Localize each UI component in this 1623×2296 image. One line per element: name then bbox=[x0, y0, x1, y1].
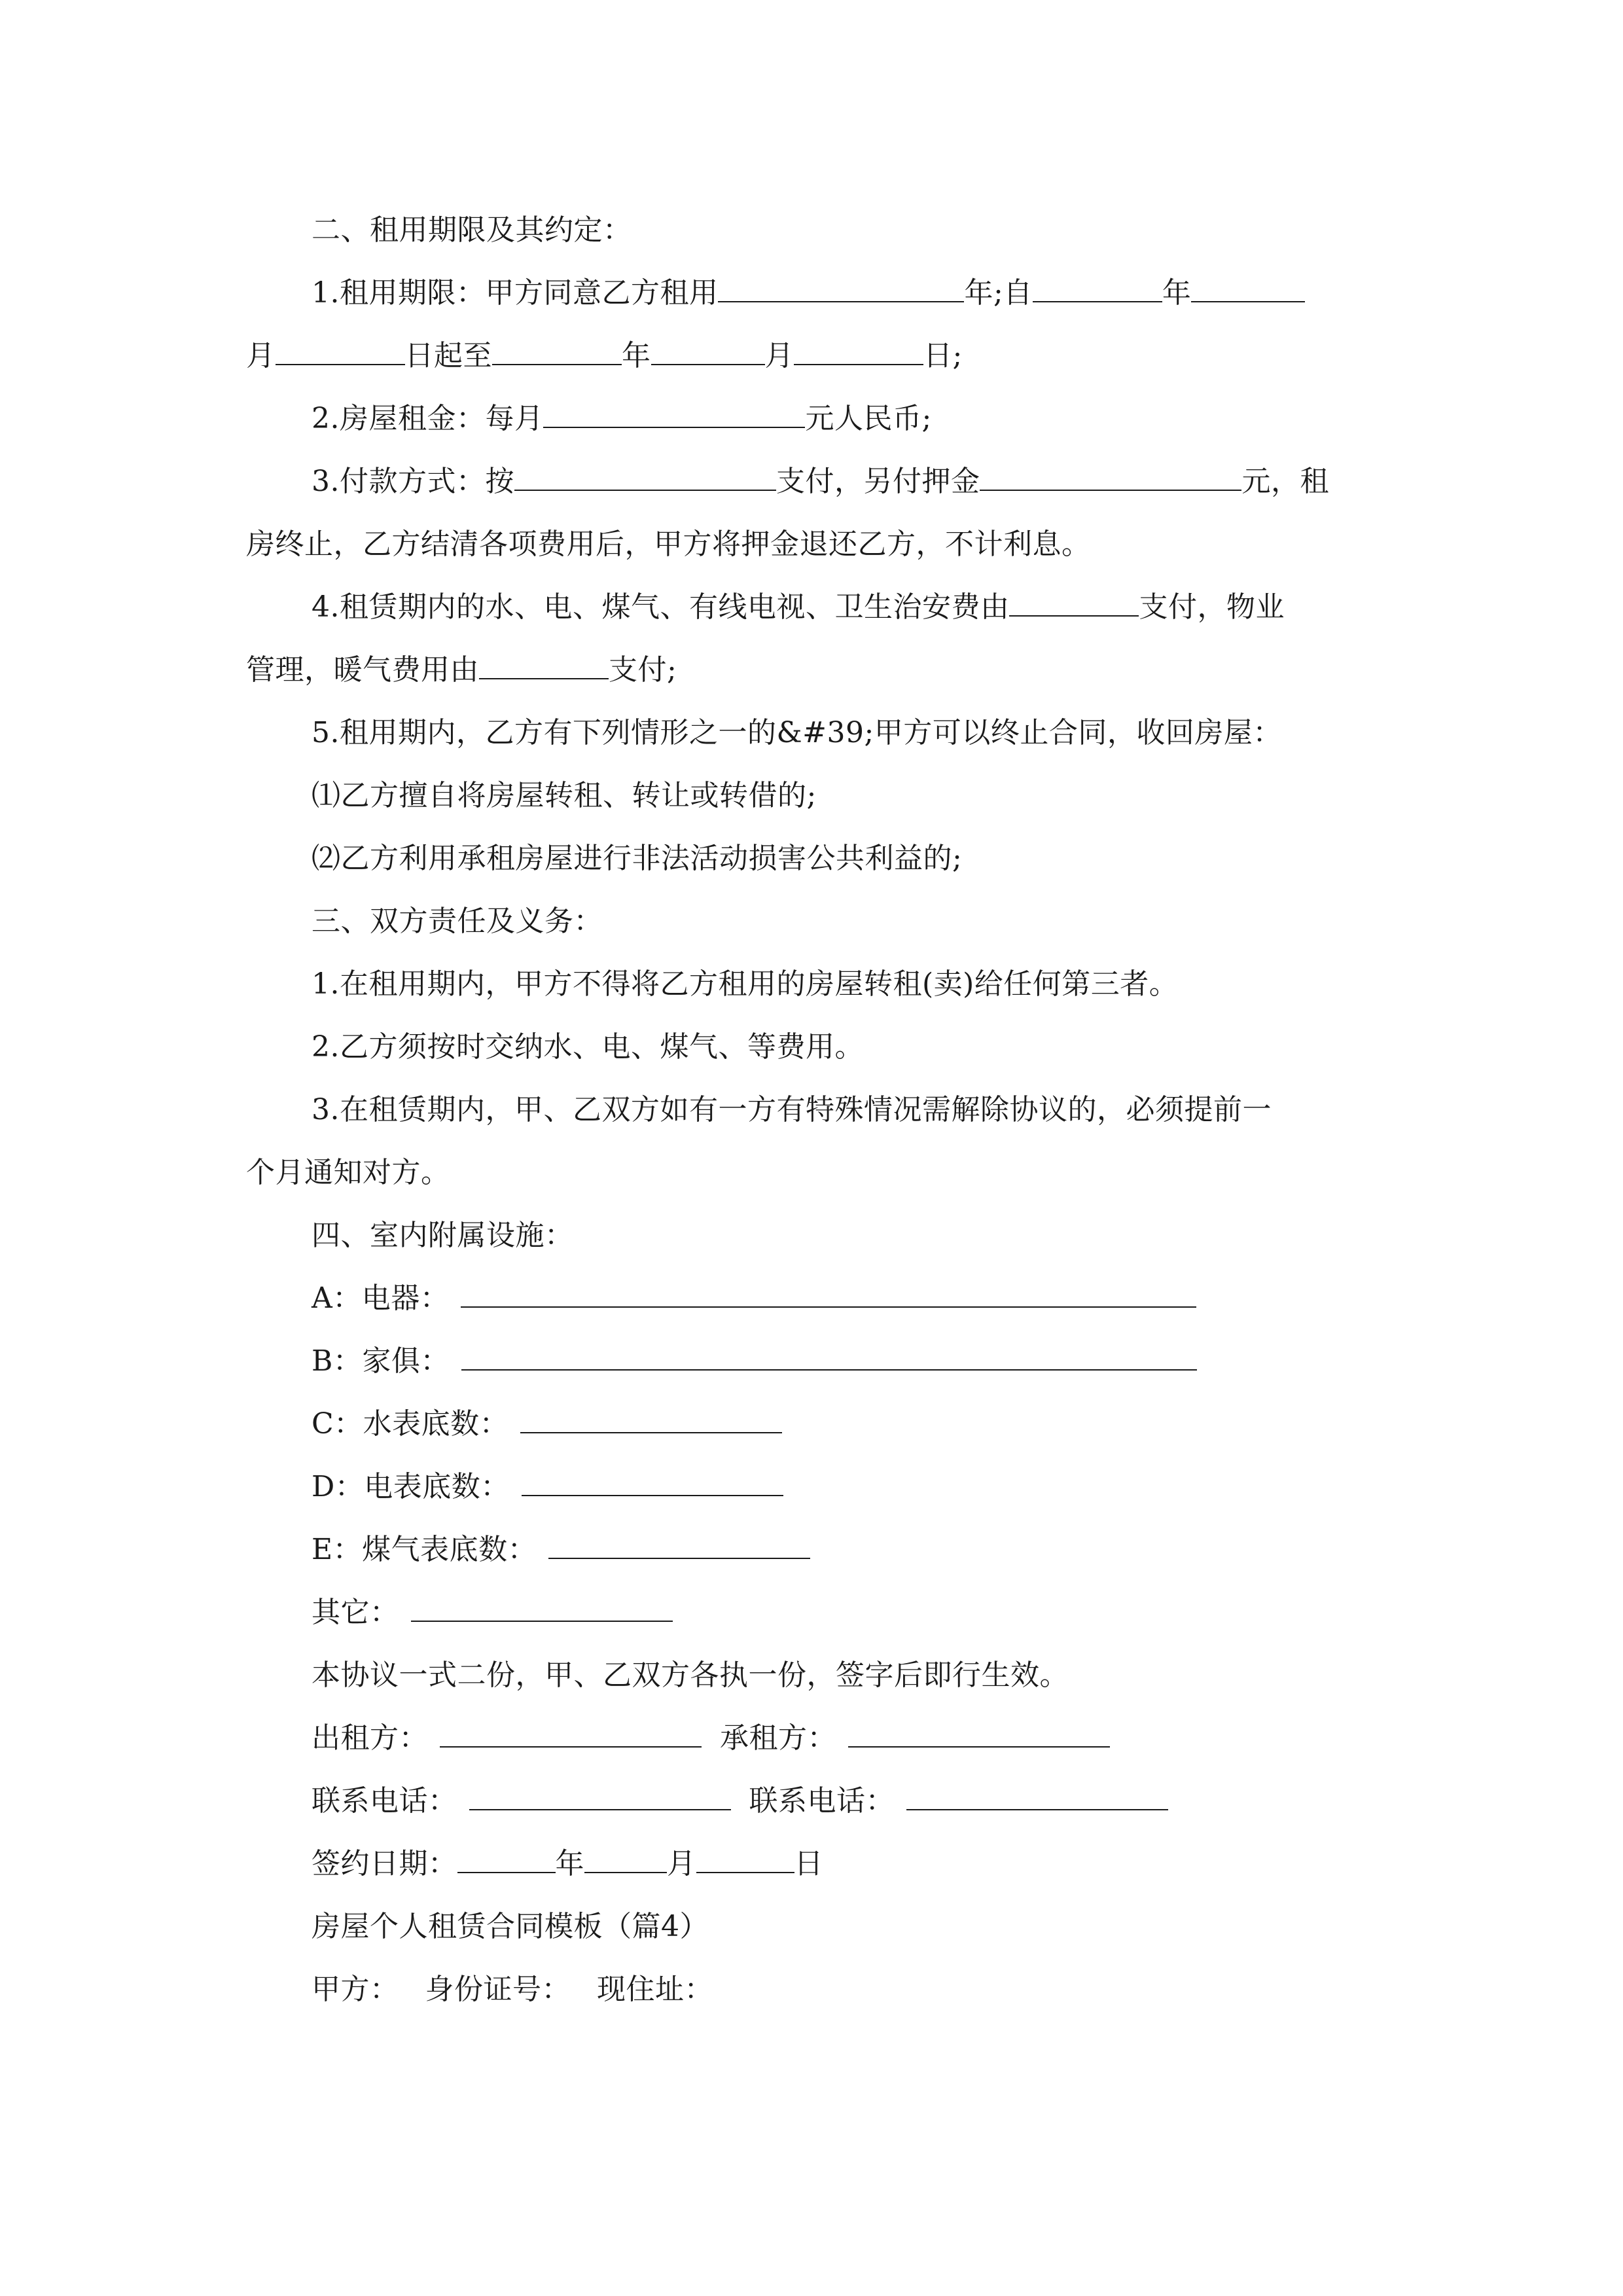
section3-heading: 三、双方责任及义务： bbox=[312, 905, 603, 938]
blank-start-month[interactable] bbox=[1191, 276, 1305, 302]
blank-end-month[interactable] bbox=[651, 339, 765, 365]
rent-line: 2.房屋租金：每月 元人民币; bbox=[312, 402, 932, 435]
term5-item-1: ⑴乙方擅自将房屋转租、转让或转借的; bbox=[312, 779, 817, 812]
term-line-1: 1.租用期限：甲方同意乙方租用 年;自 年 bbox=[312, 274, 1305, 313]
blank-water-meter[interactable] bbox=[520, 1407, 782, 1433]
fixture-water-meter: C：水表底数： bbox=[312, 1405, 782, 1444]
fixture-other: 其它： bbox=[312, 1593, 673, 1632]
blank-heating-payer[interactable] bbox=[479, 653, 609, 679]
blank-rent-amount[interactable] bbox=[543, 402, 805, 428]
section4-heading: 四、室内附属设施： bbox=[312, 1219, 574, 1252]
payment-line-2: 房终止，乙方结清各项费用后，甲方将押金退还乙方，不计利息。 bbox=[246, 528, 1091, 561]
blank-other[interactable] bbox=[411, 1596, 673, 1622]
blank-lessor-phone[interactable] bbox=[469, 1784, 731, 1810]
blank-lessee[interactable] bbox=[848, 1721, 1110, 1748]
fixture-gas-meter: E：煤气表底数： bbox=[312, 1530, 810, 1570]
section3-item-1: 1.在租用期内，甲方不得将乙方租用的房屋转租(卖)给任何第三者。 bbox=[312, 967, 1179, 1001]
fixture-electric-meter: D：电表底数： bbox=[312, 1467, 783, 1507]
fixture-furniture: B：家俱： bbox=[312, 1342, 1197, 1381]
section2-heading: 二、租用期限及其约定： bbox=[312, 213, 632, 247]
section3-item-3: 3.在租赁期内，甲、乙双方如有一方有特殊情况需解除协议的，必须提前一 bbox=[312, 1093, 1272, 1126]
section3-item-3-cont: 个月通知对方。 bbox=[246, 1156, 450, 1189]
parties-line: 出租方： 承租方： bbox=[312, 1719, 1110, 1758]
blank-payment-method[interactable] bbox=[514, 465, 776, 491]
payment-line-1: 3.付款方式：按 支付，另付押金 元，租 bbox=[312, 465, 1329, 498]
blank-utilities-payer[interactable] bbox=[1009, 590, 1139, 617]
blank-furniture[interactable] bbox=[461, 1344, 1197, 1371]
blank-sign-day[interactable] bbox=[696, 1847, 794, 1873]
sign-date-line: 签约日期： 年 月 日 bbox=[312, 1847, 823, 1880]
blank-sign-month[interactable] bbox=[584, 1847, 667, 1873]
term5-item-2: ⑵乙方利用承租房屋进行非法活动损害公共利益的; bbox=[312, 842, 963, 875]
fees-line-1: 4.租赁期内的水、电、煤气、有线电视、卫生治安费由 支付，物业 bbox=[312, 590, 1285, 624]
blank-sign-year[interactable] bbox=[457, 1847, 556, 1873]
next-contract-title: 房屋个人租赁合同模板（篇4） bbox=[312, 1910, 709, 1943]
phones-line: 联系电话： 联系电话： bbox=[312, 1782, 1168, 1821]
blank-appliances[interactable] bbox=[461, 1282, 1196, 1308]
blank-electric-meter[interactable] bbox=[522, 1470, 783, 1496]
blank-deposit[interactable] bbox=[980, 465, 1241, 491]
blank-gas-meter[interactable] bbox=[548, 1533, 810, 1559]
section3-item-2: 2.乙方须按时交纳水、电、煤气、等费用。 bbox=[312, 1030, 864, 1064]
blank-lessor[interactable] bbox=[440, 1721, 702, 1748]
fees-line-2: 管理，暖气费用由 支付; bbox=[246, 653, 677, 687]
blank-end-day[interactable] bbox=[794, 339, 923, 365]
term5-line: 5.租用期内，乙方有下列情形之一的&#39;甲方可以终止合同，收回房屋： bbox=[312, 716, 1282, 749]
blank-end-year[interactable] bbox=[492, 339, 622, 365]
blank-lessee-phone[interactable] bbox=[906, 1784, 1168, 1810]
blank-start-year[interactable] bbox=[1033, 276, 1162, 302]
term-line-2: 月 日起至 年 月 日; bbox=[246, 339, 963, 372]
blank-term-years[interactable] bbox=[718, 276, 964, 302]
fixture-appliances: A：电器： bbox=[312, 1279, 1196, 1318]
blank-start-day[interactable] bbox=[276, 339, 405, 365]
copies-line: 本协议一式二份，甲、乙双方各执一份，签字后即行生效。 bbox=[312, 1659, 1069, 1692]
party-a-line: 甲方： 身份证号： 现住址： bbox=[312, 1973, 713, 2006]
